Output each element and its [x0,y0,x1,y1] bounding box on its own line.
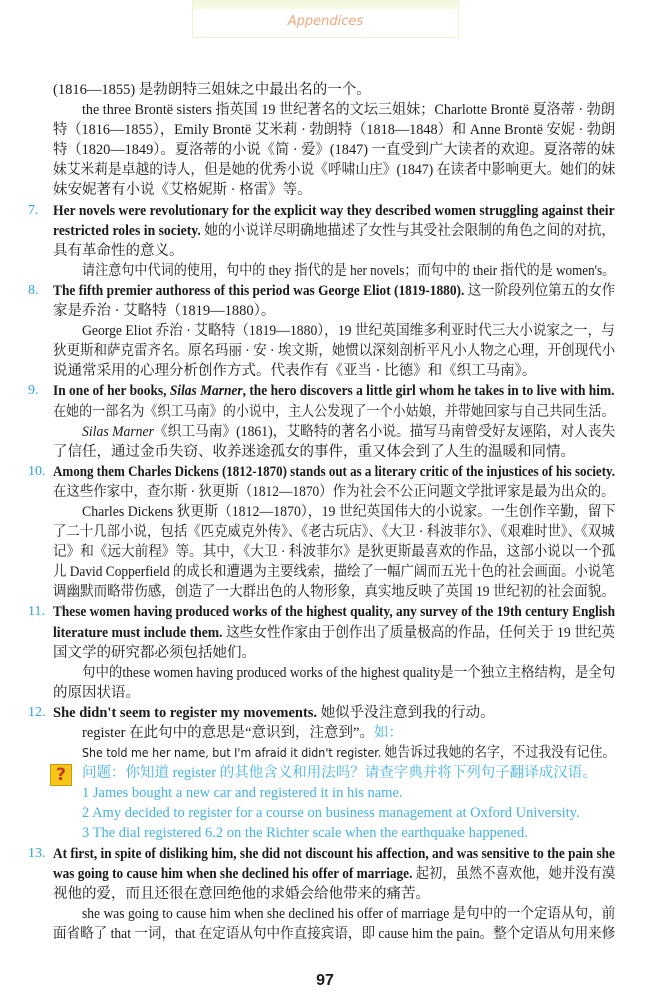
text-line [0,582,650,602]
line-text [53,341,615,361]
question-icon: ? [50,764,72,786]
text-segment: 她似乎没注意到我的行动。 [317,704,495,721]
line-text [53,542,615,562]
text-segment: restricted roles in society. [53,222,201,239]
text-line [0,823,650,843]
text-segment: 妹安妮著有小说《艾格妮斯 · 格雷》等。 [53,182,312,199]
text-line [0,623,650,643]
text-line [0,261,650,281]
text-segment: 3 The dial registered 6.2 on the Richter scale when the earthquake happened. [82,825,528,842]
note-item-heading [0,602,650,622]
text-segment: These women having produced works of the highest quality, any survey of the 19th century English [53,604,616,621]
line-text [82,261,615,281]
text-line [0,422,650,442]
text-segment: 特（1816—1855），Emily Brontë 艾米莉 · 勃朗特（1818—1848）和 Anne Brontë 安妮 · 勃朗 [53,122,616,139]
text-line [0,562,650,582]
item-number: 12. [28,704,46,720]
line-text [82,823,528,843]
line-text [53,462,615,482]
text-segment: 说通常采用的心理分析创作方式。代表作有《亚当 · 比德》和《织工马南》。 [53,363,537,380]
line-text [53,80,371,100]
text-segment: 视他的爱，而且还很在意回绝他的求婚会给他带来的痛苦。 [53,885,430,902]
text-segment: 起初，虽然不喜欢他，她并没有漠 [412,865,616,882]
text-segment: 在这些作家中，查尔斯 · 狄更斯（1812—1870）作为社会不公正问题文学批评家是最为出众的。 [53,483,615,500]
text-segment: 面省略了 that 一词，that 在定语从句中作直接宾语，即 cause him the pain。整个定语从句用来修 [53,925,616,942]
page-content [0,80,650,944]
note-item-heading [0,201,650,221]
line-text [53,522,615,542]
text-segment: 句中的these women having produced works of the highest quality是一个独立主格结构，是全句 [82,664,616,681]
line-text [53,623,615,643]
text-line [0,241,650,261]
note-item-heading [0,703,650,723]
line-text [53,703,495,723]
text-line [0,160,650,180]
line-text [53,864,615,884]
text-line [0,361,650,381]
text-segment: 记》和《远大前程》等。其中，《大卫 · 科波菲尔》是狄更斯最喜欢的作品，这部小说以一个孤 [53,544,616,561]
text-line [0,723,650,743]
section-title: Appendices [287,14,364,29]
line-text [53,602,615,622]
text-segment: 妹艾米莉是卓越的诗人，但是她的优秀小说《呼啸山庄》(1847) 在读者中影响更大。她们的妹 [53,162,616,179]
line-text [53,140,615,160]
line-text [82,422,615,442]
text-line [0,442,650,462]
text-segment: 在她的一部名为《织工马南》的小说中，主人公发现了一个小姑娘，并带她回家与自己共同生活。 [53,403,615,420]
line-text [82,783,403,803]
text-line [0,221,650,241]
text-line [0,482,650,502]
text-line [0,522,650,542]
line-text [53,884,430,904]
text-segment: (1816—1855) 是勃朗特三姐妹之中最出名的一个。 [53,82,371,98]
text-segment: The fifth premier authoress of this period was George Eliot (1819-1880). [53,282,465,299]
text-line [0,301,650,321]
text-line [0,341,650,361]
line-text [53,381,615,401]
note-item-heading [0,281,650,301]
text-line [0,743,650,763]
line-text [53,221,615,241]
text-segment: 如： [373,725,403,741]
text-line [0,683,650,703]
line-text [53,281,615,301]
text-segment: literature must include them. [53,624,223,641]
line-text [53,241,184,261]
text-line [0,663,650,683]
section-header [192,0,459,38]
note-item-heading [0,462,650,482]
text-line [0,100,650,120]
text-line [0,924,650,944]
text-segment: 《织工马南》(1861)，艾略特的著名小说。描写马南曾受好友诬陷，对人丧失 [153,423,616,440]
text-segment: 这一阶段列位第五的女作 [464,282,616,299]
text-segment: Silas Marner [82,423,154,440]
line-text [53,643,256,663]
line-text [82,723,403,743]
line-text [82,321,615,341]
line-text [53,442,575,462]
text-line [0,180,650,200]
text-line [0,803,650,823]
line-text [53,402,615,422]
text-segment: 请注意句中代词的使用，句中的 they 指代的是 her novels；而句中的 their 指代的是 women's。 [82,262,616,279]
text-segment: 2 Amy decided to register for a course on business management at Oxford University. [82,805,580,822]
text-line [0,321,650,341]
text-line [0,904,650,924]
text-line [0,643,650,663]
line-text [53,562,615,582]
text-segment: 狄更斯和萨克雷齐名。原名玛丽 · 安 · 埃文斯，她惯以深刻剖析平凡小人物之心理，开创现代小 [53,343,616,360]
text-segment: George Eliot 乔治 · 艾略特（1819—1880），19 世纪英国维多利亚时代三大小说家之一，与 [82,323,615,340]
note-item-heading [0,381,650,401]
line-text [53,301,275,321]
line-text [53,361,536,381]
text-segment: the three Brontë sisters 指英国 19 世纪著名的文坛三姐妹；Charlotte Brontë 夏洛蒂 · 勃朗 [82,102,615,119]
line-text [53,924,615,944]
text-segment: , the hero discovers a little girl whom he takes in to live with him. [242,383,615,400]
line-text [82,743,615,763]
text-segment: In one of her books, [53,383,170,400]
line-text [82,663,615,683]
text-line [0,763,650,786]
text-line [0,542,650,562]
text-segment: 她的小说详尽明确地描述了女性与其受社会限制的角色之间的对抗， [200,222,616,239]
text-segment: 她告诉过我她的名字，不过我没有记住。 [381,745,616,762]
line-text [53,120,615,140]
text-segment: 问题：你知道 register 的其他含义和用法吗？请查字典并将下列句子翻译成汉语。 [82,765,597,782]
line-text [82,803,580,823]
text-segment: 这些女性作家由于创作出了质量极高的作品，任何关于 19 世纪英 [222,624,616,641]
text-segment: 具有革命性的意义。 [53,242,184,259]
line-text [53,160,615,180]
text-segment: 了信任，通过金币失窃、收养迷途孤女的事件，重又体会到了人生的温暖和同情。 [53,443,575,460]
line-text [53,201,615,221]
item-number: 7. [28,202,39,218]
text-segment: Among them Charles Dickens (1812-1870) stands out as a literary critic of the injustices of his society. [53,463,616,480]
text-segment: 家是乔治 · 艾略特（1819—1880）。 [53,303,276,320]
text-segment: was going to cause him when she declined his offer of marriage. [53,865,413,882]
text-segment: She didn't seem to register my movements. [53,704,318,721]
text-line [0,120,650,140]
line-text [53,482,615,502]
text-segment: Charles Dickens 狄更斯（1812—1870），19 世纪英国伟大的小说家。一生创作辛勤，留下 [82,503,616,520]
text-segment: 1 James bought a new car and registered it in his name. [82,785,403,802]
text-line [0,884,650,904]
text-segment: Her novels were revolutionary for the explicit way they described women struggling against their [53,202,615,219]
text-line [0,864,650,884]
line-text [82,904,615,924]
text-segment: At first, in spite of disliking him, she did not discount his affection, and was sensitive to the pain she [53,845,615,862]
text-segment: 特（1820—1849）。夏洛蒂的小说《简 · 爱》(1847) 一直受到广大读者的欢迎。夏洛蒂的妹 [53,142,616,159]
line-text [53,582,615,602]
text-segment: 了二十几部小说，包括《匹克威克外传》、《老古玩店》、《大卫 · 科波菲尔》、《艰难时世》、《双城 [53,524,615,541]
text-line [0,80,650,100]
item-number: 9. [28,383,39,399]
item-number: 13. [28,845,46,861]
text-line [0,502,650,522]
text-segment: She told me her name, but I'm afraid it didn't register. [82,745,382,761]
note-item-heading [0,844,650,864]
text-segment: 儿 David Copperfield 的成长和遭遇为主要线索，描绘了一幅广阔而五光十色的社会画面。小说笔 [53,564,615,581]
page-number: 97 [316,972,334,989]
text-segment: 国文学的研究都必须包括她们。 [53,644,256,661]
line-text [82,100,615,120]
line-text [53,683,140,703]
line-text [82,763,597,783]
line-text [82,502,615,522]
text-segment: 调幽默而略带伤感，创造了一大群出色的人物形象，真实地反映了英国 19 世纪初的社会面貌。 [53,584,615,601]
text-line [0,783,650,803]
text-segment: register 在此句中的意思是“意识到，注意到”。 [82,725,374,741]
text-segment: Silas Marner [169,383,243,400]
line-text [53,180,312,200]
text-line [0,140,650,160]
text-line [0,402,650,422]
item-number: 10. [28,463,46,479]
text-segment: 的原因状语。 [53,684,140,701]
text-segment: she was going to cause him when she declined his offer of marriage 是句中的一个定语从句，前 [82,905,616,922]
item-number: 11. [28,604,45,620]
item-number: 8. [28,282,39,298]
line-text [53,844,615,864]
